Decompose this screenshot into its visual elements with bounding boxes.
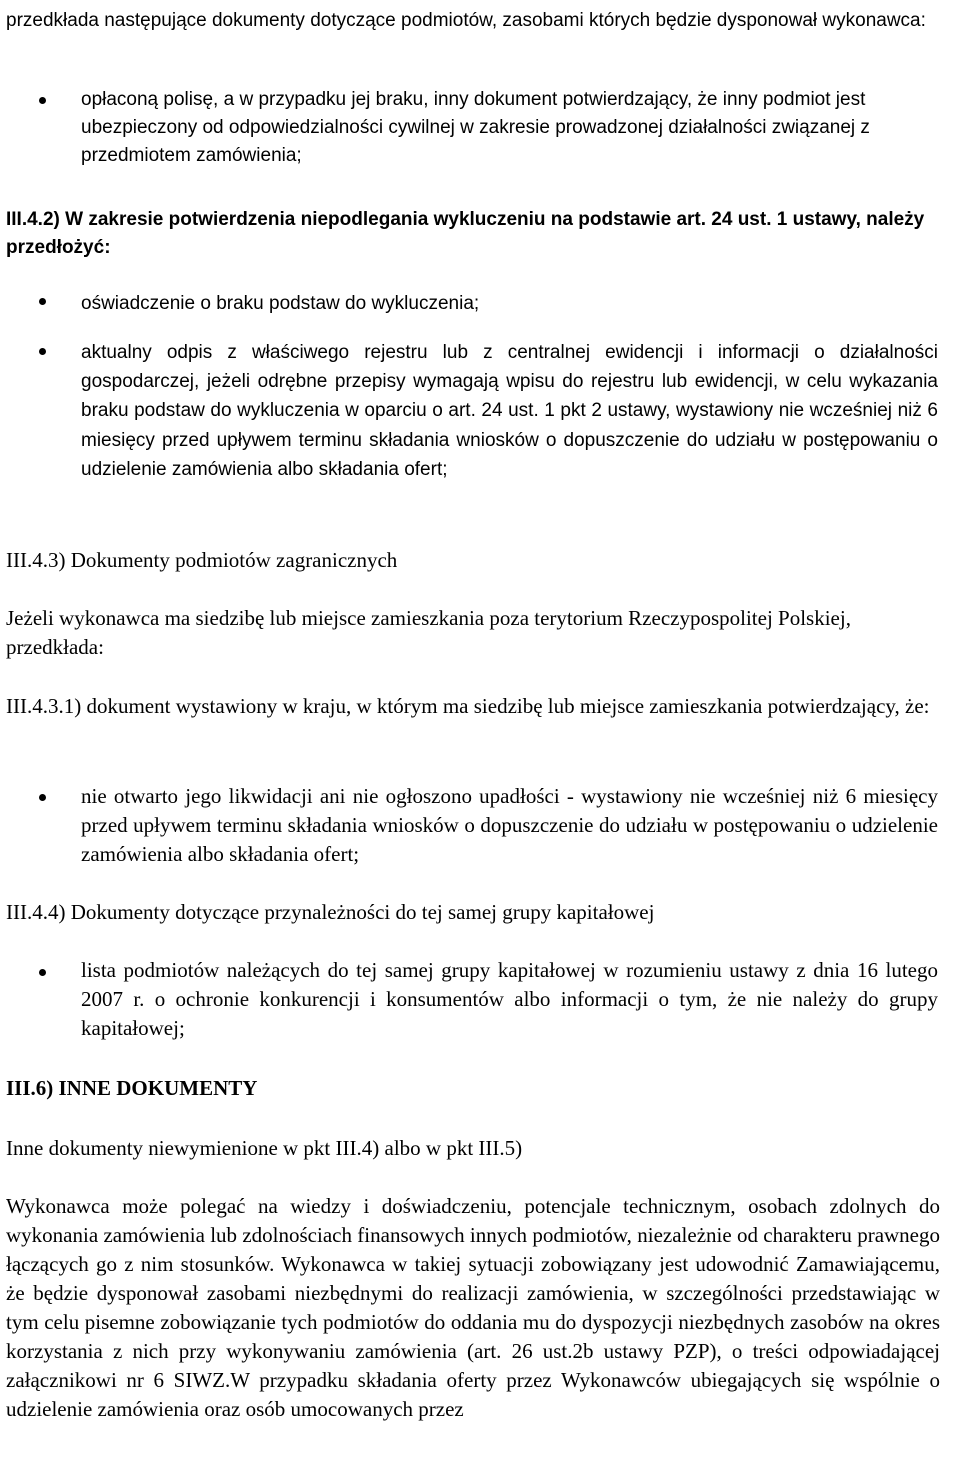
- bullet-icon: [39, 348, 46, 355]
- list-item: oświadczenie o braku podstaw do wykluczenia;: [81, 293, 480, 314]
- bullet-icon: [39, 794, 46, 801]
- bullet-icon: [39, 298, 46, 305]
- section-heading-iii-6: III.6) INNE DOKUMENTY: [6, 1076, 258, 1100]
- list-item: lista podmiotów należących do tej samej grupy kapitałowej w rozumieniu ustawy z dnia 16 lutego 2007 r. o ochronie konkurencji i konsumentów albo informacji o tym, że nie należy do grupy kapitałowej;: [81, 958, 938, 1040]
- bullet-icon: [39, 97, 46, 104]
- other-documents-paragraph: Inne dokumenty niewymienione w pkt III.4) albo w pkt III.5): [6, 1136, 523, 1160]
- section-heading-iii-4-2: III.4.2) W zakresie potwierdzenia niepodlegania wykluczeniu na podstawie art. 24 ust. 1 ustawy, należy przedłożyć:: [6, 209, 925, 258]
- list-item: aktualny odpis z właściwego rejestru lub z centralnej ewidencji i informacji o działalności gospodarczej, jeżeli odrębne przepisy wymagają wpisu do rejestru lub ewidencji, w celu wykazania braku podstaw do wykluczenia w oparciu o art. 24 ust. 1 pkt 2 ustawy, wystawiony nie wcześniej niż 6 miesięcy przed upływem terminu składania wniosków o dopuszczenie do udziału w postępowaniu o udzielenie zamówienia albo składania ofert;: [81, 342, 938, 480]
- list-item: nie otwarto jego likwidacji ani nie ogłoszono upadłości - wystawiony nie wcześniej niż 6 miesięcy przed upływem terminu składania wniosków o dopuszczenie do udziału w postępowaniu o udzielenie zamówienia albo składania ofert;: [81, 784, 938, 866]
- bullet-icon: [39, 969, 46, 976]
- final-paragraph: Wykonawca może polegać na wiedzy i doświadczeniu, potencjale technicznym, osobach zdolnych do wykonania zamówienia lub zdolnościach finansowych innych podmiotów, niezależnie od charakteru prawnego łączących go z nim stosunków. Wykonawca w takiej sytuacji zobowiązany jest udowodnić Zamawiającemu, że będzie dysponował zasobami niezbędnymi do realizacji zamówienia, w szczególności przedstawiając w tym celu pisemne zobowiązanie tych podmiotów do oddania mu do dyspozycji niezbędnych zasobów na okres korzystania z nich przy wykonywaniu zamówienia (art. 26 ust.2b ustawy PZP), o treści odpowiadającej załącznikowi nr 6 SIWZ.W przypadku składania oferty przez Wykonawców ubiegających się wspólnie o udzielenie zamówienia oraz osób umocowanych przez: [6, 1194, 940, 1421]
- section-heading-iii-4-3: III.4.3) Dokumenty podmiotów zagranicznych: [6, 548, 398, 572]
- list-item: opłaconą polisę, a w przypadku jej braku, inny dokument potwierdzający, że inny podmiot jest ubezpieczony od odpowiedzialności cywilnej w zakresie prowadzonej działalności związanej z przedmiotem zamówienia;: [81, 89, 870, 166]
- section-heading-iii-4-3-1: III.4.3.1) dokument wystawiony w kraju, w którym ma siedzibę lub miejsce zamieszkania potwierdzający, że:: [6, 694, 930, 718]
- section-heading-iii-4-4: III.4.4) Dokumenty dotyczące przynależności do tej samej grupy kapitałowej: [6, 900, 655, 924]
- foreign-intro-paragraph: Jeżeli wykonawca ma siedzibę lub miejsce zamieszkania poza terytorium Rzeczypospolitej Polskiej, przedkłada:: [6, 606, 851, 659]
- intro-paragraph: przedkłada następujące dokumenty dotyczące podmiotów, zasobami których będzie dysponował wykonawca:: [6, 10, 926, 31]
